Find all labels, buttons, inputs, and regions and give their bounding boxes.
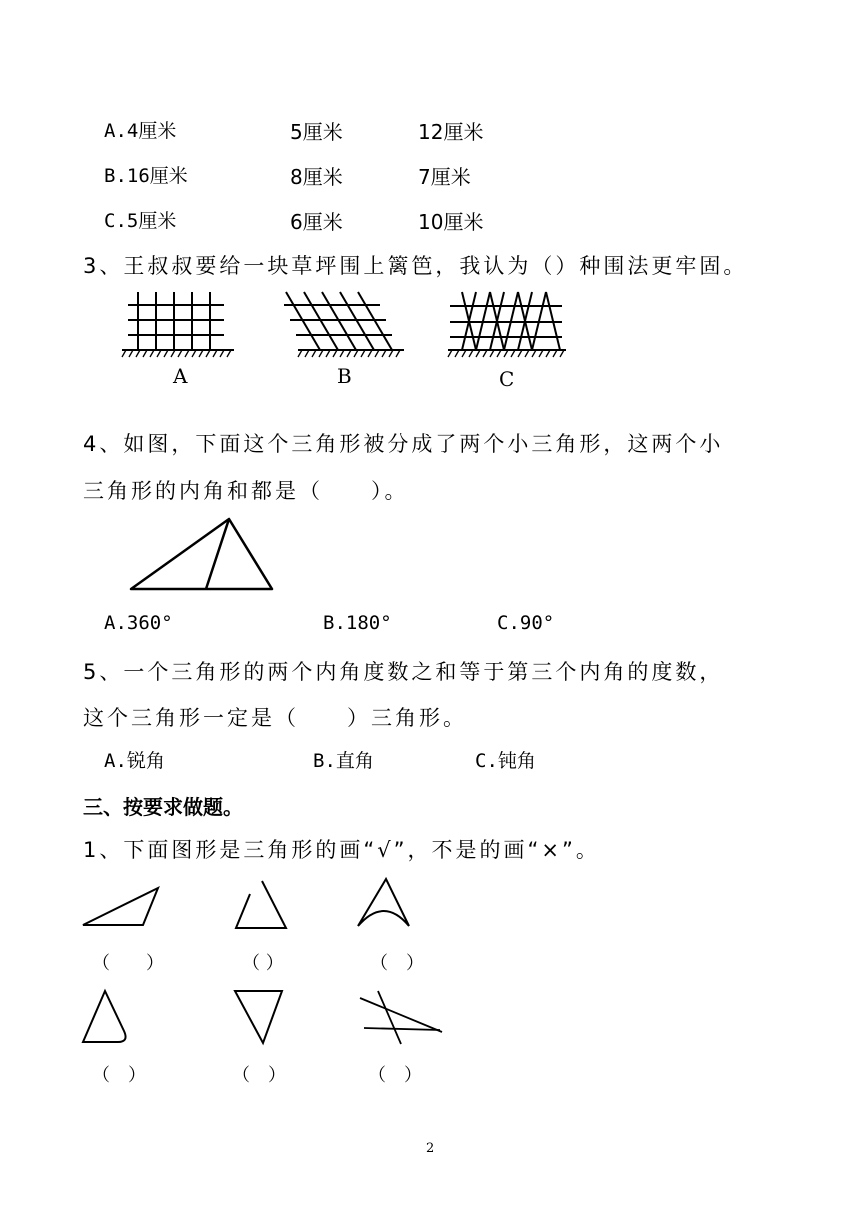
fence-a-figure [120,290,240,360]
q4-option-a: A.360° [104,612,173,634]
shape-5-answer[interactable]: （ ） [232,1065,286,1086]
q2-option-c-value2: 6厘米 [290,210,343,234]
q5-option-a: A.锐角 [104,750,165,772]
shape-2-answer[interactable]: （ ） [242,953,284,974]
q2-option-a-value2: 5厘米 [290,120,343,144]
split-triangle-figure [128,515,278,595]
q4-option-c: C.90° [497,612,555,634]
shape-5-inverted-triangle [232,987,287,1047]
fence-a-label: A [173,364,188,388]
q5-option-c: C.钝角 [475,750,536,772]
fence-b-label: B [337,364,352,388]
shape-6-answer[interactable]: （ ） [368,1065,422,1086]
shape-6-crossed-lines [356,988,448,1048]
shape-3-curved-triangle [354,876,414,931]
q2-option-c-value3: 10厘米 [418,210,484,234]
shape-3-answer[interactable]: （ ） [370,953,424,974]
q4-line2: 三角形的内角和都是（ ）。 [83,479,409,503]
shape-4-rounded-triangle [80,987,135,1047]
fence-c-figure [446,290,576,360]
section3-q1-text: 1、下面图形是三角形的画“√”，不是的画“×”。 [83,838,600,862]
shape-1-answer[interactable]: （ ） [92,953,164,974]
section3-heading: 三、按要求做题。 [83,795,243,819]
q2-option-c-label: C.5厘米 [104,210,177,232]
q2-option-a-label: A.4厘米 [104,120,177,142]
page-number: 2 [426,1141,435,1156]
q2-option-b-label: B.16厘米 [104,165,188,187]
q5-option-b: B.直角 [313,750,374,772]
fence-c-label: C [499,367,515,391]
q5-line2: 这个三角形一定是（ ）三角形。 [83,706,467,730]
q2-option-b-value3: 7厘米 [418,165,471,189]
q5-line1: 5、一个三角形的两个内角度数之和等于第三个内角的度数， [83,660,724,684]
q4-option-b: B.180° [323,612,392,634]
q2-option-a-value3: 12厘米 [418,120,484,144]
shape-2-open-triangle [232,878,292,933]
q2-option-b-value2: 8厘米 [290,165,343,189]
shape-4-answer[interactable]: （ ） [92,1065,146,1086]
q4-line1: 4、如图，下面这个三角形被分成了两个小三角形，这两个小 [83,432,724,456]
shape-1-triangle [80,885,165,930]
q3-text: 3、王叔叔要给一块草坪围上篱笆，我认为（）种围法更牢固。 [83,254,748,278]
fence-b-figure [280,290,410,360]
